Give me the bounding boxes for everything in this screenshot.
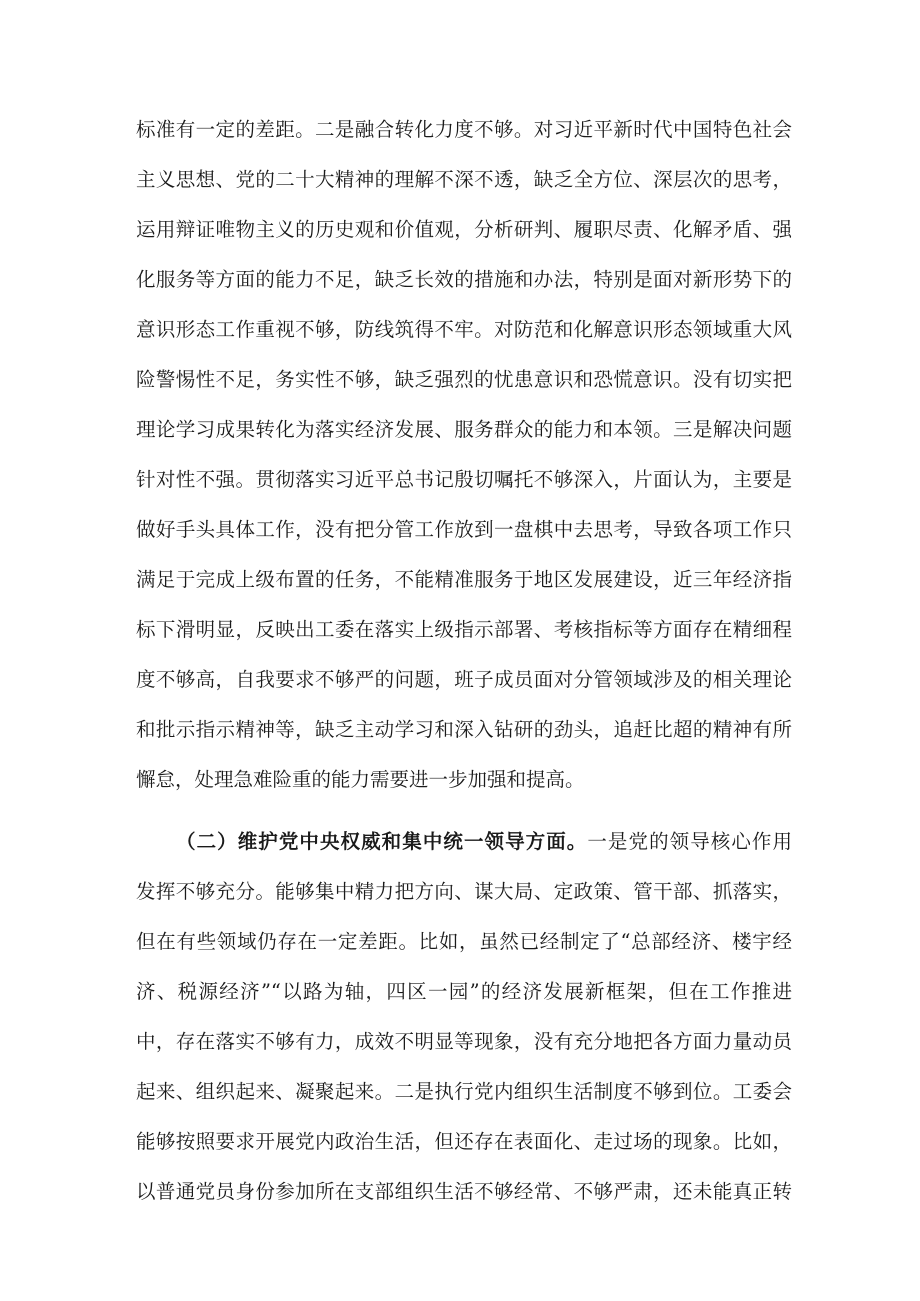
text-line: 起来、组织起来、凝聚起来。二是执行党内组织生活制度不够到位。工委会 xyxy=(136,1080,792,1103)
text-line: 济、税源经济”“以路为轴，四区一园”的经济发展新框架，但在工作推进 xyxy=(136,980,792,1003)
text-line: 意识形态工作重视不够，防线筑得不牢。对防范和化解意识形态领域重大风 xyxy=(136,318,792,341)
section-heading: （二）维护党中央权威和集中统一领导方面。 xyxy=(176,830,588,853)
text-line: 险警惕性不足，务实性不够，缺乏强烈的忧患意识和恐慌意识。没有切实把 xyxy=(136,368,792,391)
text-line: 中，存在落实不够有力，成效不明显等现象，没有充分地把各方面力量动员 xyxy=(136,1030,792,1053)
text-line: 发挥不够充分。能够集中精力把方向、谋大局、定政策、管干部、抓落实， xyxy=(136,880,792,903)
text-line: 满足于完成上级布置的任务，不能精准服务于地区发展建设，近三年经济指 xyxy=(136,568,792,591)
text-line: 和批示指示精神等，缺乏主动学习和深入钻研的劲头，追赶比超的精神有所 xyxy=(136,718,792,741)
text-line: 但在有些领域仍存在一定差距。比如，虽然已经制定了“总部经济、楼宇经 xyxy=(136,930,792,953)
text-line: 化服务等方面的能力不足，缺乏长效的措施和办法，特别是面对新形势下的 xyxy=(136,268,792,291)
text-line: 度不够高，自我要求不够严的问题，班子成员面对分管领域涉及的相关理论 xyxy=(136,668,792,691)
heading-followup-text: 一是党的领导核心作用 xyxy=(587,830,792,853)
paragraph-first-line xyxy=(176,827,792,857)
text-line: 能够按照要求开展党内政治生活，但还存在表面化、走过场的现象。比如， xyxy=(136,1130,792,1153)
text-line: 针对性不强。贯彻落实习近平总书记殷切嘱托不够深入，片面认为，主要是 xyxy=(136,468,792,491)
text-line: 做好手头具体工作，没有把分管工作放到一盘棋中去思考，导致各项工作只 xyxy=(136,518,792,541)
text-line: 标准有一定的差距。二是融合转化力度不够。对习近平新时代中国特色社会 xyxy=(136,118,792,141)
text-line: 以普通党员身份参加所在支部组织生活不够经常、不够严肃，还未能真正转 xyxy=(136,1180,792,1203)
text-line: 理论学习成果转化为落实经济发展、服务群众的能力和本领。三是解决问题 xyxy=(136,418,792,441)
text-line: 标下滑明显，反映出工委在落实上级指示部署、考核指标等方面存在精细程 xyxy=(136,618,792,641)
text-line: 懈怠，处理急难险重的能力需要进一步加强和提高。 xyxy=(136,768,585,791)
text-line: 运用辩证唯物主义的历史观和价值观，分析研判、履职尽责、化解矛盾、强 xyxy=(136,218,792,241)
text-line: 主义思想、党的二十大精神的理解不深不透，缺乏全方位、深层次的思考， xyxy=(136,168,792,191)
